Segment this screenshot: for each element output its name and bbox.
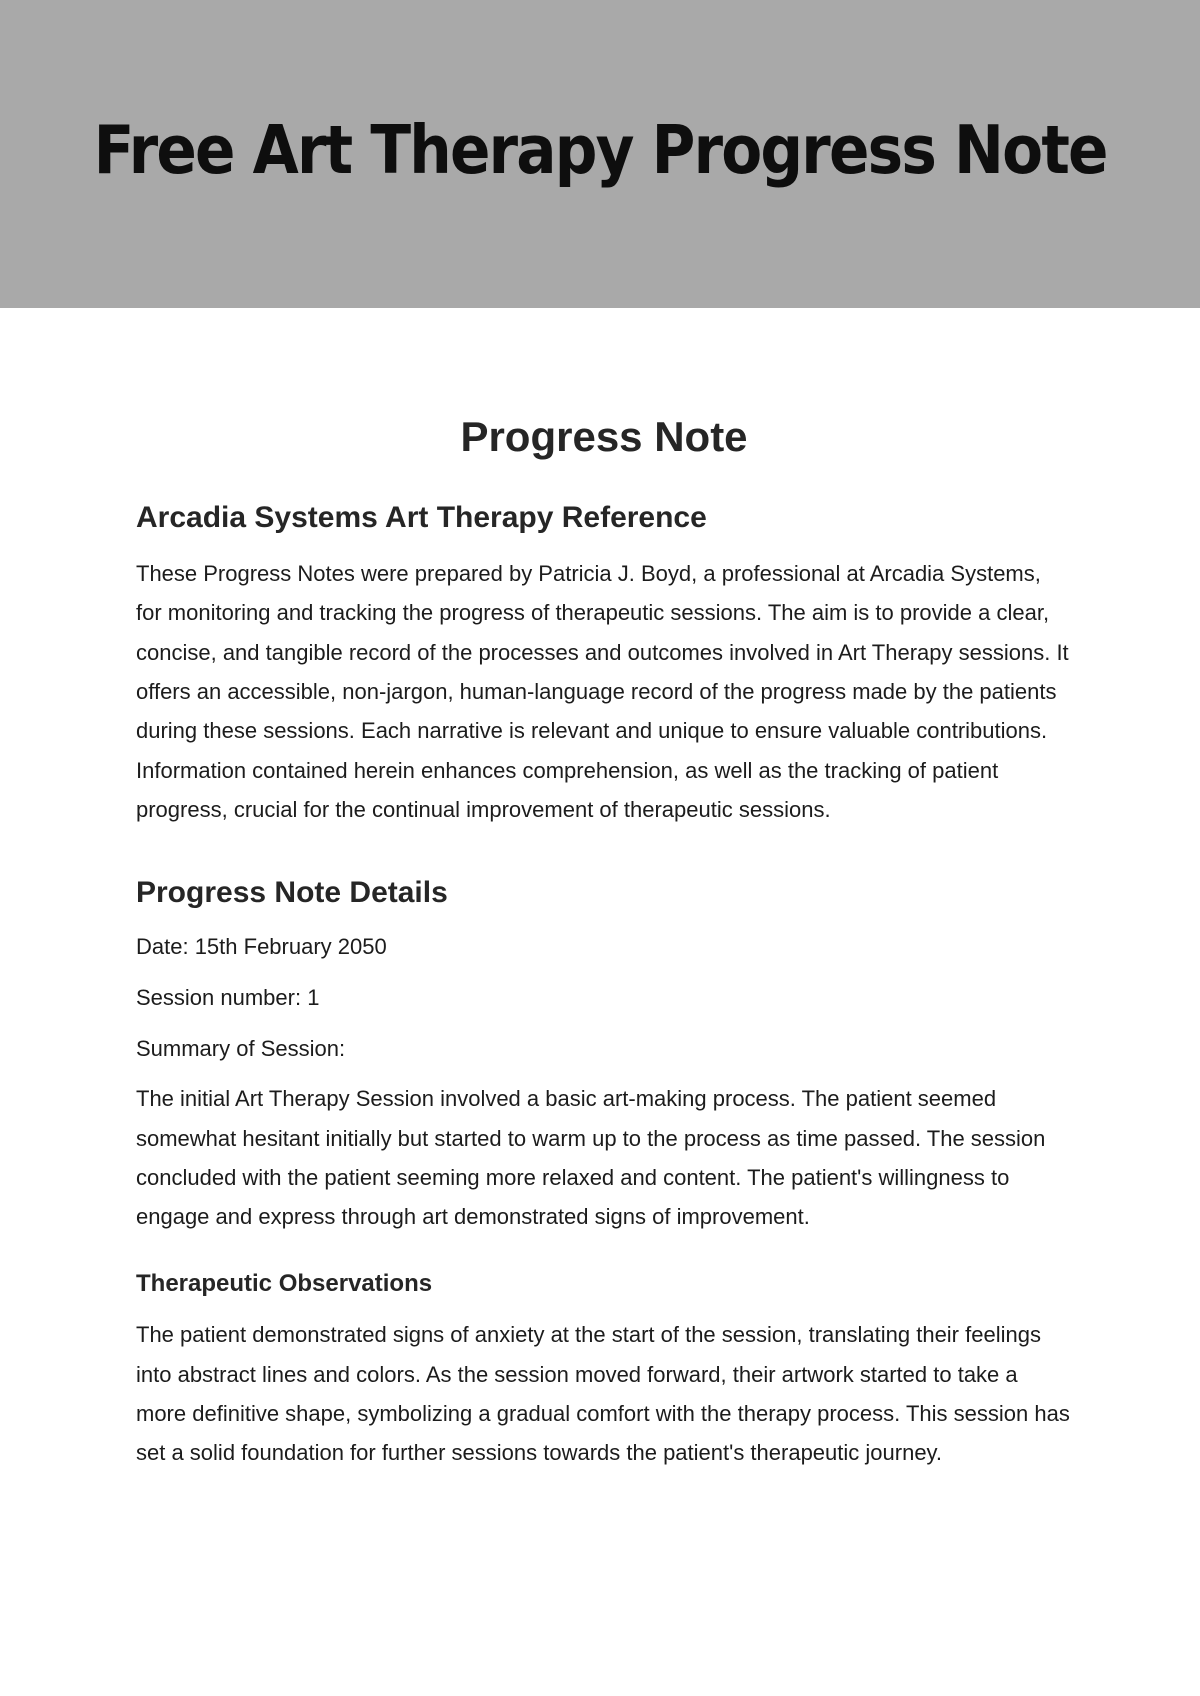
details-heading: Progress Note Details: [136, 876, 448, 910]
reference-heading: Arcadia Systems Art Therapy Reference: [136, 501, 707, 535]
session-number-line: Session number: 1: [136, 985, 320, 1011]
details-section: [136, 875, 1072, 1236]
reference-section: [136, 500, 1072, 829]
reference-paragraph: These Progress Notes were prepared by Patricia J. Boyd, a professional at Arcadia Systems, for monitoring and tracking the progress of therapeutic sessions. The aim is to provide a clear, concise, and tangible record of the processes and outcomes involved in Art Therapy sessions. It offers an accessible, non-jargon, human-language record of the progress made by the patients during these sessions. Each narrative is relevant and unique to ensure valuable contributions. Information contained herein enhances comprehension, as well as the tracking of patient progress, crucial for the continual improvement of therapeutic sessions.: [136, 561, 1069, 822]
observations-section: [136, 1270, 1072, 1472]
summary-paragraph: The initial Art Therapy Session involved a basic art-making process. The patient seemed somewhat hesitant initially but started to warm up to the process as time passed. The session concluded with the patient seeming more relaxed and content. The patient's willingness to engage and express through art demonstrated signs of improvement.: [136, 1086, 1046, 1230]
date-line: Date: 15th February 2050: [136, 934, 387, 960]
observations-paragraph: The patient demonstrated signs of anxiety at the start of the session, translating their feelings into abstract lines and colors. As the session moved forward, their artwork started to take a more definitive shape, symbolizing a gradual comfort with the therapy process. This session has set a solid foundation for further sessions towards the patient's therapeutic journey.: [136, 1322, 1070, 1466]
title-banner: [0, 0, 1200, 308]
document-body: [136, 414, 1072, 1472]
document-title: Progress Note: [460, 413, 748, 460]
summary-label: Summary of Session:: [136, 1036, 346, 1062]
observations-heading: Therapeutic Observations: [136, 1270, 433, 1298]
banner-title: Free Art Therapy Progress Note: [93, 111, 1107, 189]
